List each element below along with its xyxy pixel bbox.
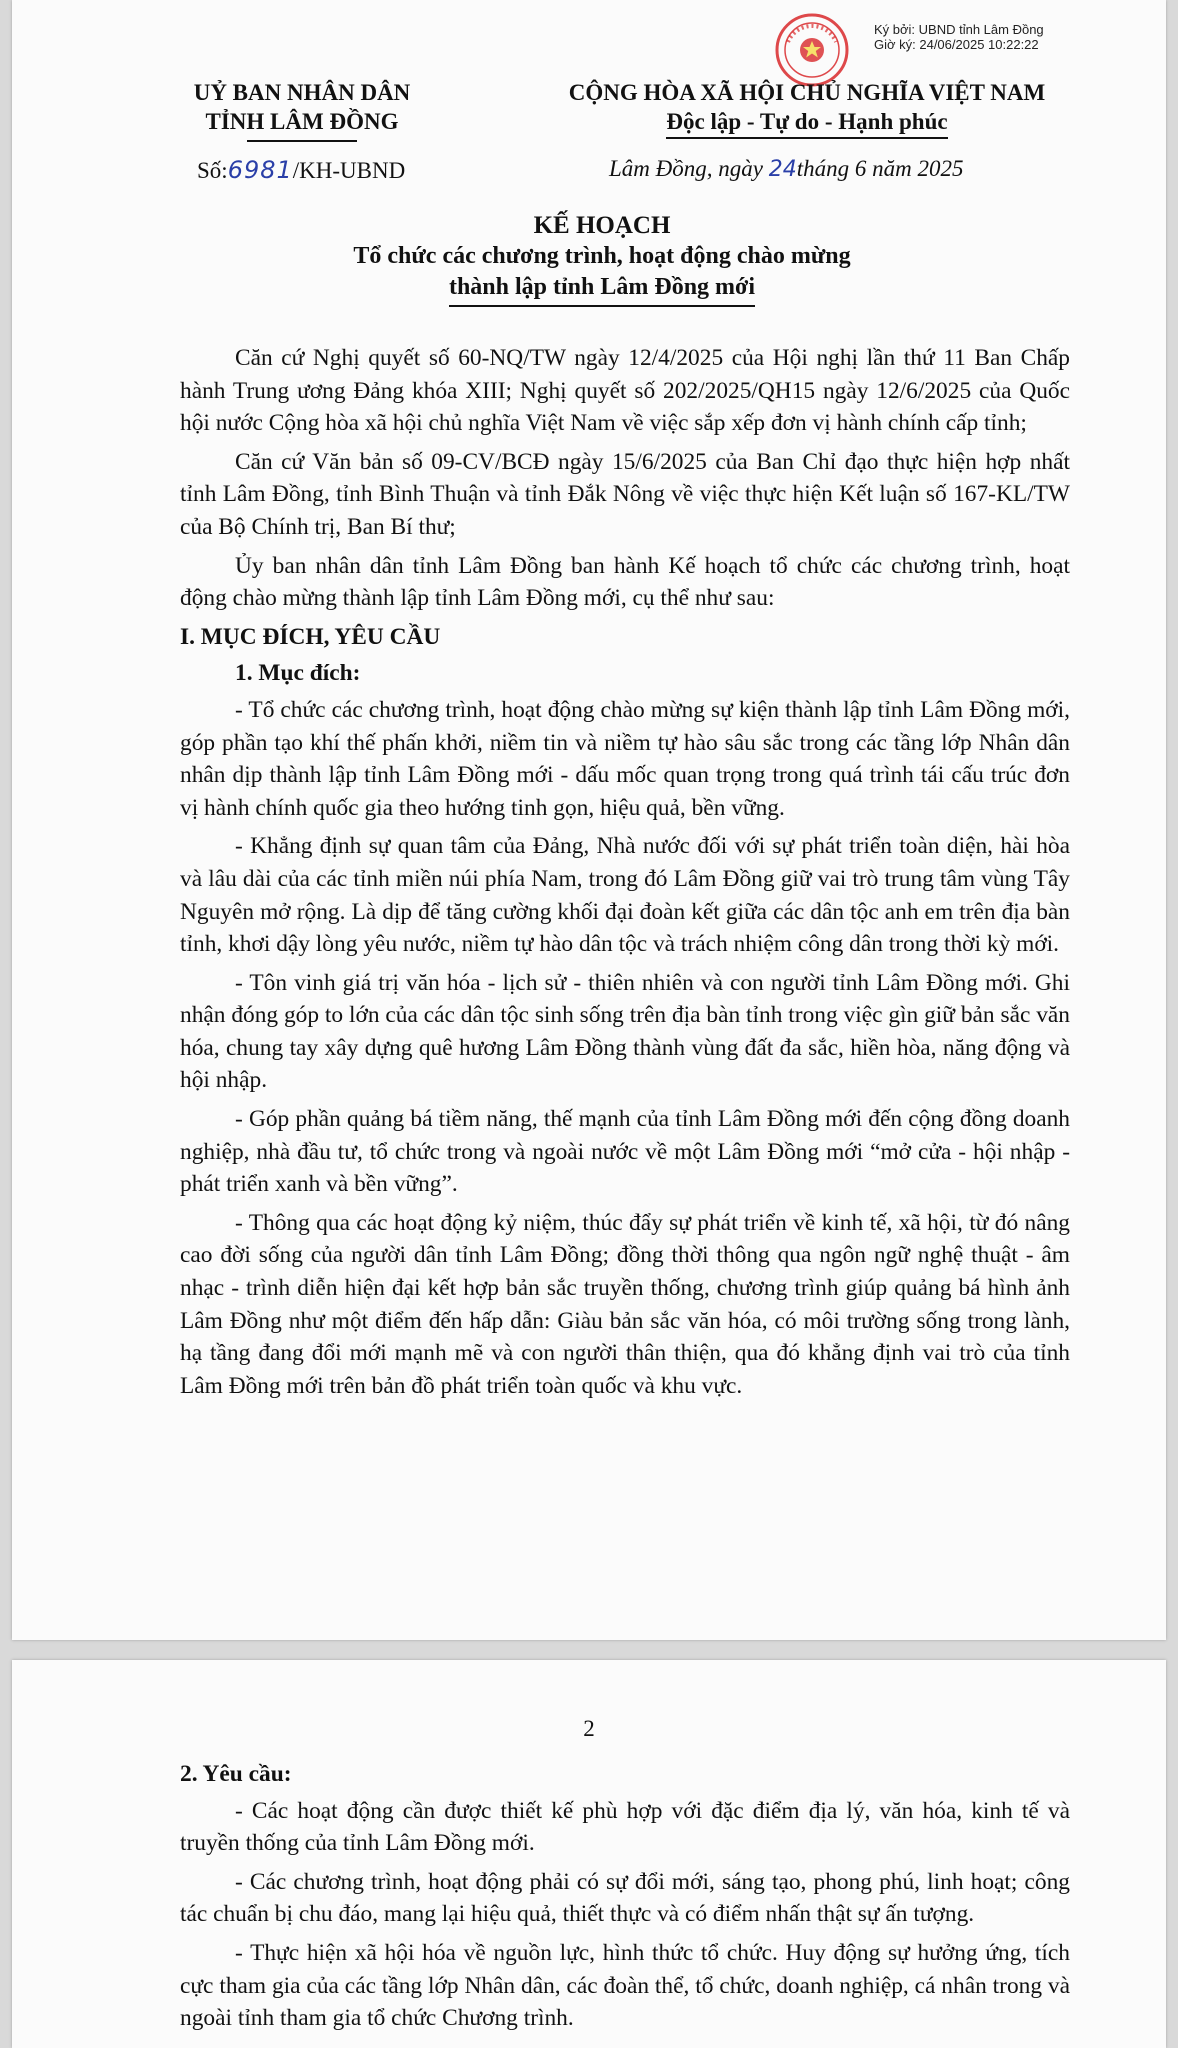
purpose-item-5: - Thông qua các hoạt động kỷ niệm, thúc đẩy sự phát triển về kinh tế, xã hội, từ đó nâng cao đời sống của người dân tỉnh Lâm Đồng; đồng thời thông qua ngôn ngữ nghệ thuật - âm nhạc - trình diễn hiện đại kết hợp bản sắc truyền thống, chương trình giúp quảng bá hình ảnh Lâm Đồng như một điểm đến hấp dẫn: Giàu bản sắc văn hóa, có môi trường sống trong lành, hạ tầng đang đổi mới mạnh mẽ và con người thân thiện, qua đó khẳng định vai trò của tỉnh Lâm Đồng mới trên bản đồ phát triển toàn quốc và khu vực. [180,1209,1070,1399]
document-number [197,156,405,184]
title-main: KẾ HOẠCH [533,212,671,239]
date-prefix: Lâm Đồng, ngày [609,156,763,181]
paragraph-legal-basis-2: Căn cứ Văn bản số 09-CV/BCĐ ngày 15/6/2025 của Ban Chỉ đạo thực hiện hợp nhất tỉnh Lâm Đồng, tỉnh Bình Thuận và tỉnh Đắk Nông về việc thực hiện Kết luận số 167-KL/TW của Bộ Chính trị, Ban Bí thư; [180,448,1070,540]
signature-time: Giờ ký: 24/06/2025 10:22:22 [874,37,1039,52]
national-title [527,78,1087,139]
doc-no-prefix: Số: [197,158,228,183]
purpose-item-2: - Khẳng định sự quan tâm của Đảng, Nhà nước đối với sự phát triển toàn diện, hài hòa và lâu dài của các tỉnh miền núi phía Nam, trong đó Lâm Đồng giữ vai trò trung tâm vùng Tây Nguyên mở rộng. Là dịp để tăng cường khối đại đoàn kết giữa các dân tộc anh em trên địa bàn tỉnh, khơi dậy lòng yêu nước, niềm tự hào dân tộc và trách nhiệm công dân trong thời kỳ mới. [180,833,1070,958]
requirement-item-3: - Thực hiện xã hội hóa về nguồn lực, hình thức tổ chức. Huy động sự hưởng ứng, tích cực tham gia của các tầng lớp Nhân dân, các đoàn thể, tổ chức, doanh nghiệp, cá nhân trong và ngoài tỉnh tham gia tổ chức Chương trình. [180,1939,1070,2032]
subsection-heading-requirements: 2. Yêu cầu: [180,1761,292,1787]
document-page-1 [12,0,1166,1640]
paragraph-legal-basis-1: Căn cứ Nghị quyết số 60-NQ/TW ngày 12/4/2025 của Hội nghị lần thứ 11 Ban Chấp hành Trung ương Đảng khóa XIII; Nghị quyết số 202/2025/QH15 ngày 12/6/2025 của Quốc hội nước Cộng hòa xã hội chủ nghĩa Việt Nam về việc sắp xếp đơn vị hành chính cấp tỉnh; [180,345,1070,437]
org-line-1: UỶ BAN NHÂN DÂN [193,80,411,105]
signature-signer: Ký bởi: UBND tỉnh Lâm Đồng [874,22,1044,37]
purpose-item-4: - Góp phần quảng bá tiềm năng, thế mạnh của tỉnh Lâm Đồng mới đến cộng đồng doanh nghiệp, nhà đầu tư, tổ chức trong và ngoài nước về một Lâm Đồng mới “mở cửa - hội nhập - phát triển xanh và bền vững”. [180,1106,1070,1198]
requirement-item-2: - Các chương trình, hoạt động phải có sự đổi mới, sáng tạo, phong phú, linh hoạt; công tác chuẩn bị chu đáo, mang lại hiệu quả, thiết thực và có điểm nhấn thật sự ấn tượng. [180,1868,1070,1928]
org-line-2: TỈNH LÂM ĐỒNG [205,109,399,134]
doc-no-handwritten: 6981 [227,156,293,184]
nation-line-1: CỘNG HÒA XÃ HỘI CHỦ NGHĨA VIỆT NAM [568,80,1046,105]
document-date [609,156,963,182]
org-underline [247,140,357,142]
date-handwritten: 24 [768,157,797,182]
nation-motto: Độc lập - Tự do - Hạnh phúc [666,107,947,139]
document-title [162,210,1042,307]
requirement-item-1: - Các hoạt động cần được thiết kế phù hợp với đặc điểm địa lý, văn hóa, kinh tế và truyền thống của tỉnh Lâm Đồng mới. [180,1797,1070,1857]
issuing-organization [132,78,472,142]
document-page-2 [12,1660,1166,2048]
digital-signature-info [874,22,1044,52]
purpose-item-1: - Tổ chức các chương trình, hoạt động chào mừng sự kiện thành lập tỉnh Lâm Đồng mới, góp phần tạo khí thế phấn khởi, niềm tin và niềm tự hào sâu sắc trong các tầng lớp Nhân dân nhân dịp thành lập tỉnh Lâm Đồng mới - dấu mốc quan trọng trong quá trình tái cấu trúc đơn vị hành chính quốc gia theo hướng tinh gọn, hiệu quả, bền vững. [180,696,1070,821]
purpose-item-3: - Tôn vinh giá trị văn hóa - lịch sử - thiên nhiên và con người tỉnh Lâm Đồng mới. Ghi nhận đóng góp to lớn của các dân tộc sinh sống trên địa bàn tỉnh trong việc gìn giữ bản sắc văn hóa, chung tay xây dựng quê hương Lâm Đồng thành vùng đất đa sắc, hiền hòa, năng động và hội nhập. [180,969,1070,1094]
paragraph-intro: Ủy ban nhân dân tỉnh Lâm Đồng ban hành Kế hoạch tổ chức các chương trình, hoạt động chào mừng thành lập tỉnh Lâm Đồng mới, cụ thể như sau: [180,552,1070,612]
title-sub-1: Tổ chức các chương trình, hoạt động chào mừng [353,243,851,269]
subsection-heading-purpose: 1. Mục đích: [235,660,361,687]
page-number: 2 [583,1716,595,1741]
document-body [180,342,1070,1408]
doc-no-suffix: /KH-UBND [292,158,406,183]
document-body-page-2 [180,1758,1070,2041]
official-seal-icon [774,12,850,88]
date-suffix: tháng 6 năm 2025 [796,156,964,181]
title-sub-2: thành lập tỉnh Lâm Đồng mới [449,272,755,307]
section-heading-1: I. MỤC ĐÍCH, YÊU CẦU [180,623,441,650]
